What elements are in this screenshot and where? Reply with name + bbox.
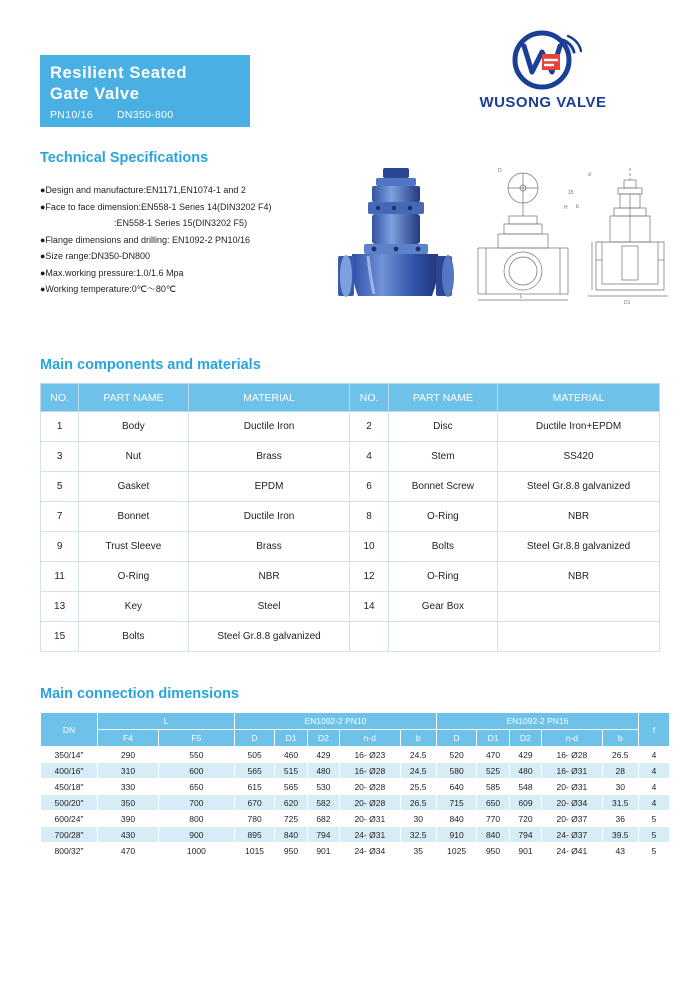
- cell-d1-pn16: 650: [477, 795, 509, 811]
- cell-f5: 900: [158, 827, 234, 843]
- cell-b-pn10: 26.5: [400, 795, 436, 811]
- specs-heading: Technical Specifications: [40, 150, 209, 166]
- cell-f: 5: [639, 827, 670, 843]
- cell-d2-pn16: 548: [509, 779, 541, 795]
- column-header-part-1: PART NAME: [79, 384, 188, 412]
- cell-d2-pn16: 429: [509, 747, 541, 763]
- cell-no: 5: [41, 472, 79, 502]
- cell-material: [498, 622, 660, 652]
- cell-d-pn16: 840: [436, 811, 476, 827]
- cell-b-pn16: 36: [602, 811, 638, 827]
- valve-technical-drawings: [468, 164, 698, 309]
- cell-b-pn10: 32.5: [400, 827, 436, 843]
- table-row: [41, 843, 670, 859]
- cell-part: Bolts: [79, 622, 188, 652]
- cell-no: 7: [41, 502, 79, 532]
- product-pn-range: PN10/16: [50, 109, 93, 121]
- cell-part: Key: [79, 592, 188, 622]
- spec-item: ●Size range:DN350-DN800: [40, 251, 150, 261]
- cell-d-pn16: 910: [436, 827, 476, 843]
- spec-item: ●Design and manufacture:EN1171,EN1074-1 and 2: [40, 185, 246, 195]
- cell-part: Bolts: [388, 532, 497, 562]
- cell-no: 10: [350, 532, 388, 562]
- cell-nd-pn16: 20- Ø34: [542, 795, 602, 811]
- cell-dn: 800/32": [41, 843, 98, 859]
- cell-part: O-Ring: [388, 502, 497, 532]
- table-row: [41, 747, 670, 763]
- cell-nd-pn16: 24- Ø41: [542, 843, 602, 859]
- cell-f4: 350: [98, 795, 159, 811]
- subcolumn-header-d2-pn10: D2: [307, 730, 339, 747]
- company-name: WUSONG VALVE: [479, 94, 607, 111]
- cell-part: Disc: [388, 412, 497, 442]
- cell-d-pn16: 520: [436, 747, 476, 763]
- product-dn-range: DN350-800: [116, 109, 174, 121]
- column-header-dn: DN: [41, 713, 98, 747]
- cell-d1-pn16: 525: [477, 763, 509, 779]
- page-header: [32, 0, 668, 120]
- cell-d2-pn10: 530: [307, 779, 339, 795]
- cell-no: 12: [350, 562, 388, 592]
- specs-list: [40, 182, 340, 298]
- cell-part: Gear Box: [388, 592, 497, 622]
- wusong-logo-icon: [448, 28, 638, 90]
- column-header-pn10: EN1092-2 PN10: [234, 713, 436, 730]
- cell-nd-pn10: 24- Ø34: [340, 843, 400, 859]
- cell-part: Body: [79, 412, 188, 442]
- cell-b-pn16: 28: [602, 763, 638, 779]
- cell-part: Bonnet Screw: [388, 472, 497, 502]
- cell-nd-pn10: 20- Ø31: [340, 811, 400, 827]
- subcolumn-header-b-pn10: b: [400, 730, 436, 747]
- cell-d-pn16: 715: [436, 795, 476, 811]
- spec-item: ●Max.working pressure:1.0/1.6 Mpa: [40, 267, 184, 278]
- cell-b-pn10: 24.5: [400, 747, 436, 763]
- cell-d2-pn10: 901: [307, 843, 339, 859]
- cell-part: Gasket: [79, 472, 188, 502]
- table-row: [41, 412, 660, 442]
- cell-f: 5: [639, 843, 670, 859]
- cell-part: [388, 622, 497, 652]
- cell-d-pn10: 895: [234, 827, 274, 843]
- cell-no: 9: [41, 532, 79, 562]
- table-row: [41, 763, 670, 779]
- cell-no: 4: [350, 442, 388, 472]
- cell-d-pn10: 565: [234, 763, 274, 779]
- svg-text:L: L: [520, 294, 523, 300]
- cell-material: Ductile Iron: [188, 502, 350, 532]
- cell-d1-pn16: 470: [477, 747, 509, 763]
- svg-text:b: b: [576, 204, 579, 210]
- cell-d2-pn10: 480: [307, 763, 339, 779]
- cell-b-pn16: 43: [602, 843, 638, 859]
- cell-b-pn16: 39.5: [602, 827, 638, 843]
- cell-f5: 700: [158, 795, 234, 811]
- cell-d1-pn16: 840: [477, 827, 509, 843]
- subcolumn-header-d1-pn10: D1: [275, 730, 307, 747]
- subcolumn-header-f4: F4: [98, 730, 159, 747]
- cell-f: 4: [639, 763, 670, 779]
- table-subheader-row: [41, 730, 670, 747]
- cell-material: Steel: [188, 592, 350, 622]
- cell-nd-pn10: 20- Ø28: [340, 779, 400, 795]
- dimensions-section: [32, 686, 668, 859]
- subcolumn-header-nd-pn16: n-d: [542, 730, 602, 747]
- table-row: [41, 562, 660, 592]
- cell-d2-pn16: 720: [509, 811, 541, 827]
- table-row: [41, 502, 660, 532]
- product-title-line2: Gate Valve: [50, 85, 140, 103]
- table-row: [41, 795, 670, 811]
- cell-d2-pn10: 429: [307, 747, 339, 763]
- table-row: [41, 442, 660, 472]
- column-header-pn16: EN1092-2 PN16: [436, 713, 638, 730]
- table-header-row: [41, 384, 660, 412]
- cell-material: [498, 592, 660, 622]
- company-logo-area: [448, 28, 638, 111]
- cell-d2-pn10: 682: [307, 811, 339, 827]
- subcolumn-header-d1-pn16: D1: [477, 730, 509, 747]
- cell-dn: 600/24": [41, 811, 98, 827]
- cell-nd-pn16: 20- Ø31: [542, 779, 602, 795]
- cell-b-pn16: 30: [602, 779, 638, 795]
- table-row: [41, 592, 660, 622]
- cell-nd-pn16: 20- Ø37: [542, 811, 602, 827]
- cell-d1-pn10: 460: [275, 747, 307, 763]
- cell-material: Brass: [188, 442, 350, 472]
- product-title-line1: Resilient Seated: [50, 64, 188, 82]
- cell-material: Steel Gr.8.8 galvanized: [188, 622, 350, 652]
- components-heading: Main components and materials: [40, 357, 261, 373]
- cell-part: Trust Sleeve: [79, 532, 188, 562]
- column-header-material-1: MATERIAL: [188, 384, 350, 412]
- components-section: [32, 357, 668, 652]
- cell-d1-pn16: 585: [477, 779, 509, 795]
- cell-f4: 390: [98, 811, 159, 827]
- subcolumn-header-b-pn16: b: [602, 730, 638, 747]
- cell-dn: 500/20": [41, 795, 98, 811]
- cell-f4: 290: [98, 747, 159, 763]
- column-header-f: f: [639, 713, 670, 747]
- cell-d-pn16: 580: [436, 763, 476, 779]
- svg-text:D1: D1: [624, 300, 631, 306]
- column-header-l: L: [98, 713, 235, 730]
- cell-material: Steel Gr.8.8 galvanized: [498, 472, 660, 502]
- cell-material: Steel Gr.8.8 galvanized: [498, 532, 660, 562]
- cell-no: [350, 622, 388, 652]
- cell-f: 4: [639, 779, 670, 795]
- cell-d1-pn16: 770: [477, 811, 509, 827]
- cell-d1-pn16: 950: [477, 843, 509, 859]
- cell-f5: 550: [158, 747, 234, 763]
- table-row: [41, 779, 670, 795]
- cell-d2-pn16: 901: [509, 843, 541, 859]
- subcolumn-header-d-pn10: D: [234, 730, 274, 747]
- cell-b-pn16: 26.5: [602, 747, 638, 763]
- cell-f4: 470: [98, 843, 159, 859]
- cell-nd-pn10: 16- Ø23: [340, 747, 400, 763]
- svg-text:D: D: [498, 168, 502, 174]
- column-header-no-1: NO.: [41, 384, 79, 412]
- cell-no: 2: [350, 412, 388, 442]
- cell-d1-pn10: 620: [275, 795, 307, 811]
- subcolumn-header-nd-pn10: n-d: [340, 730, 400, 747]
- cell-material: NBR: [498, 562, 660, 592]
- table-row: [41, 827, 670, 843]
- product-title-box: [40, 55, 250, 127]
- cell-material: NBR: [188, 562, 350, 592]
- cell-d-pn10: 780: [234, 811, 274, 827]
- cell-no: 11: [41, 562, 79, 592]
- table-row: [41, 532, 660, 562]
- cell-d1-pn10: 950: [275, 843, 307, 859]
- subcolumn-header-d2-pn16: D2: [509, 730, 541, 747]
- cell-f5: 800: [158, 811, 234, 827]
- cell-d-pn10: 615: [234, 779, 274, 795]
- cell-b-pn16: 31.5: [602, 795, 638, 811]
- cell-material: EPDM: [188, 472, 350, 502]
- cell-material: SS420: [498, 442, 660, 472]
- cell-f5: 1000: [158, 843, 234, 859]
- cell-d2-pn16: 794: [509, 827, 541, 843]
- cell-d2-pn16: 480: [509, 763, 541, 779]
- subcolumn-header-f5: F5: [158, 730, 234, 747]
- spec-item: ●Flange dimensions and drilling: EN1092-2 PN10/16: [40, 234, 251, 245]
- cell-d2-pn10: 794: [307, 827, 339, 843]
- cell-no: 3: [41, 442, 79, 472]
- cell-d1-pn10: 515: [275, 763, 307, 779]
- cell-d-pn10: 670: [234, 795, 274, 811]
- cell-d1-pn10: 725: [275, 811, 307, 827]
- cell-f: 5: [639, 811, 670, 827]
- cell-f4: 330: [98, 779, 159, 795]
- cell-part: Stem: [388, 442, 497, 472]
- subcolumn-header-d-pn16: D: [436, 730, 476, 747]
- technical-specifications-section: [32, 150, 668, 335]
- cell-f5: 600: [158, 763, 234, 779]
- svg-text:H: H: [564, 205, 568, 211]
- cell-part: Nut: [79, 442, 188, 472]
- cell-nd-pn10: 16- Ø28: [340, 763, 400, 779]
- table-row: [41, 622, 660, 652]
- svg-text:d: d: [588, 172, 591, 178]
- spec-item: :EN558-1 Series 15(DIN3202 F5): [114, 218, 248, 228]
- cell-part: O-Ring: [79, 562, 188, 592]
- cell-f5: 650: [158, 779, 234, 795]
- column-header-part-2: PART NAME: [388, 384, 497, 412]
- cell-dn: 350/14": [41, 747, 98, 763]
- column-header-no-2: NO.: [350, 384, 388, 412]
- cell-no: 8: [350, 502, 388, 532]
- spec-item: ●Face to face dimension:EN558-1 Series 14(DIN3202 F4): [40, 201, 272, 212]
- cell-no: 1: [41, 412, 79, 442]
- column-header-material-2: MATERIAL: [498, 384, 660, 412]
- cell-dn: 700/28": [41, 827, 98, 843]
- cell-d2-pn10: 582: [307, 795, 339, 811]
- cell-dn: 400/16": [41, 763, 98, 779]
- cell-material: NBR: [498, 502, 660, 532]
- product-subtitle: [50, 109, 240, 121]
- components-table: [40, 383, 660, 652]
- cell-dn: 450/18": [41, 779, 98, 795]
- valve-product-image: [328, 156, 478, 316]
- cell-d-pn10: 505: [234, 747, 274, 763]
- cell-part: O-Ring: [388, 562, 497, 592]
- cell-nd-pn16: 16- Ø31: [542, 763, 602, 779]
- cell-b-pn10: 24.5: [400, 763, 436, 779]
- cell-nd-pn10: 20- Ø28: [340, 795, 400, 811]
- cell-nd-pn10: 24- Ø31: [340, 827, 400, 843]
- table-row: [41, 811, 670, 827]
- cell-no: 14: [350, 592, 388, 622]
- cell-nd-pn16: 16- Ø28: [542, 747, 602, 763]
- cell-no: 13: [41, 592, 79, 622]
- cell-b-pn10: 30: [400, 811, 436, 827]
- cell-no: 15: [41, 622, 79, 652]
- cell-b-pn10: 25.5: [400, 779, 436, 795]
- spec-item: ●Working temperature:0℃～80℃: [40, 284, 177, 294]
- cell-d-pn16: 640: [436, 779, 476, 795]
- cell-f: 4: [639, 795, 670, 811]
- cell-d1-pn10: 565: [275, 779, 307, 795]
- dimensions-heading: Main connection dimensions: [40, 686, 239, 702]
- cell-f4: 430: [98, 827, 159, 843]
- cell-b-pn10: 35: [400, 843, 436, 859]
- table-row: [41, 472, 660, 502]
- cell-part: Bonnet: [79, 502, 188, 532]
- cell-f: 4: [639, 747, 670, 763]
- cell-d-pn16: 1025: [436, 843, 476, 859]
- cell-d-pn10: 1015: [234, 843, 274, 859]
- cell-material: Ductile Iron+EPDM: [498, 412, 660, 442]
- table-header-group-row: [41, 713, 670, 730]
- cell-d2-pn16: 609: [509, 795, 541, 811]
- dimensions-table: [40, 712, 670, 859]
- cell-nd-pn16: 24- Ø37: [542, 827, 602, 843]
- svg-text:15: 15: [568, 190, 574, 196]
- cell-material: Ductile Iron: [188, 412, 350, 442]
- cell-f4: 310: [98, 763, 159, 779]
- cell-material: Brass: [188, 532, 350, 562]
- cell-d1-pn10: 840: [275, 827, 307, 843]
- cell-no: 6: [350, 472, 388, 502]
